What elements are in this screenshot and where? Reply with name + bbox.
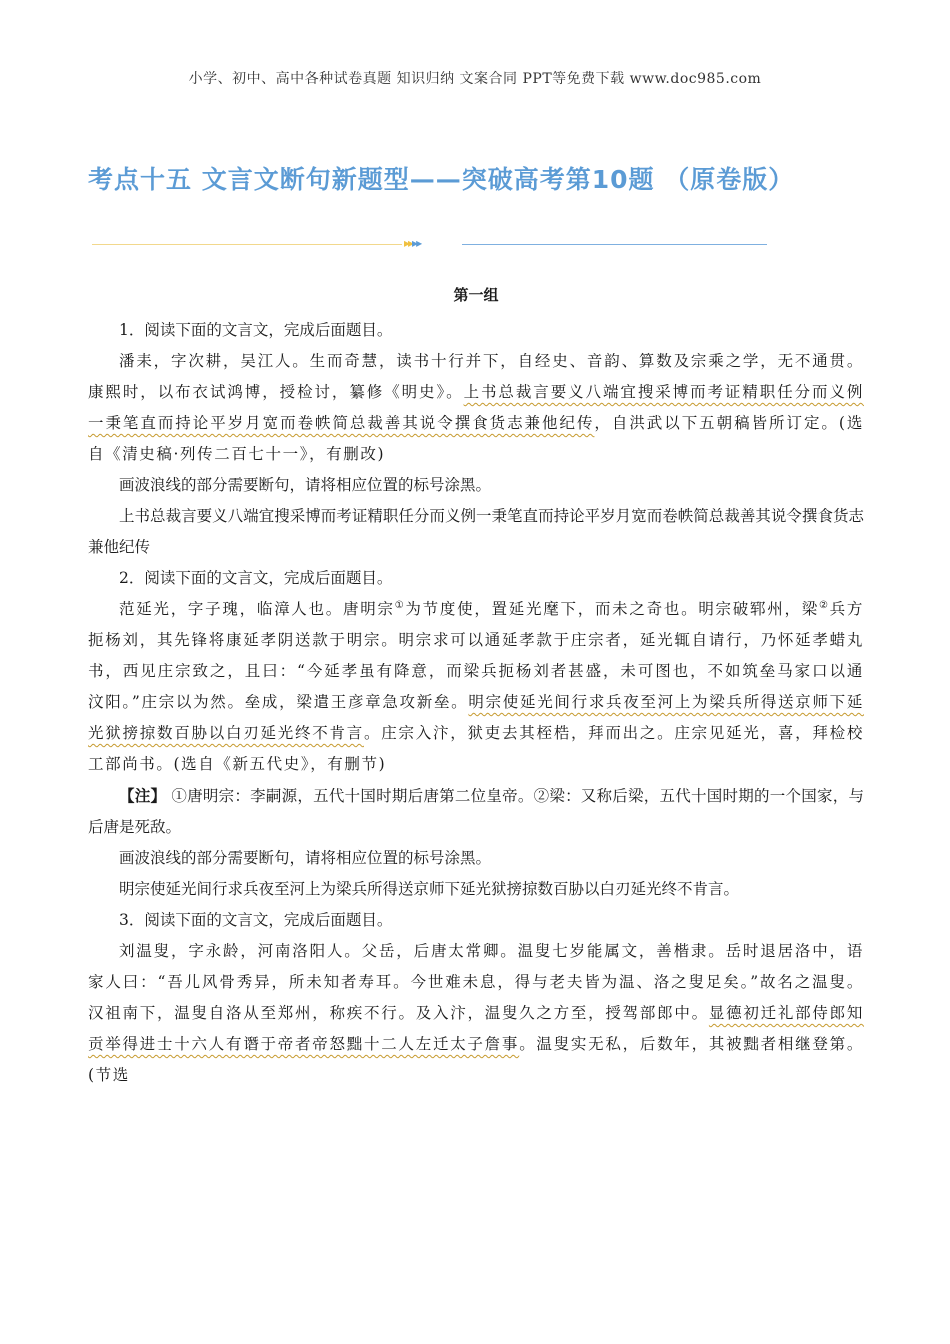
document-body — [88, 284, 864, 1091]
q1-prompt: 1．阅读下面的文言文，完成后面题目。 — [119, 321, 393, 339]
q1-wavy-segment: 上书总裁言要义八端宜搜采博而考证精职任分而义例一秉笔直而持论平岁月宽而卷帙简总裁善其说令撰食货志兼他纪传 — [88, 383, 864, 432]
q3-prompt: 3．阅读下面的文言文，完成后面题目。 — [119, 911, 393, 929]
q2-wavy-segment: 明宗使延光间行求兵夜至河上为梁兵所得送京师下延光狱搒掠数百胁以白刃延光终不肯言 — [88, 693, 864, 742]
q2-prompt: 2．阅读下面的文言文，完成后面题目。 — [119, 569, 393, 587]
q3-passage: 刘温叟，字永龄，河南洛阳人。父岳，后唐太常卿。温叟七岁能属文，善楷隶。岳时退居洛中，语家人曰：“吾儿风骨秀异，所未知者寿耳。今世难未息，得与老夫皆为温、洛之叟足矣。”故名之温叟。汉祖南下，温叟自洛从至郑州，称疾不行。及入汴，温叟久之方至，授驾部郎中。显德初迁礼部侍郎知贡举得进士十六人有谮于帝者帝怒黜十二人左迁太子詹事。温叟实无私，后数年，其被黜者相继登第。(节选 — [88, 942, 865, 1084]
q1-instruction: 画波浪线的部分需要断句，请将相应位置的标号涂黑。 — [119, 476, 492, 494]
q1-answer-text: 上书总裁言要义八端宜搜采博而考证精职任分而义例一秉笔直而持论平岁月宽而卷帙简总裁善其说令撰食货志兼他纪传 — [88, 507, 864, 556]
title-divider — [92, 236, 768, 250]
page-title: 考点十五 文言文断句新题型——突破高考第10题 （原卷版） — [88, 165, 795, 194]
q3-wavy-segment: 显德初迁礼部侍郎知贡举得进士十六人有谮于帝者帝怒黜十二人左迁太子詹事 — [88, 1004, 865, 1053]
q2-answer-text: 明宗使延光间行求兵夜至河上为梁兵所得送京师下延光狱搒掠数百胁以白刃延光终不肯言。 — [119, 880, 740, 898]
q2-note: 【注】 ①唐明宗：李嗣源，五代十国时期后唐第二位皇帝。②梁：又称后梁，五代十国时期的一个国家，与后唐是死敌。 — [88, 786, 864, 836]
q2-instruction: 画波浪线的部分需要断句，请将相应位置的标号涂黑。 — [119, 849, 492, 867]
q1-passage: 潘耒，字次耕，吴江人。生而奇慧，读书十行并下，自经史、音韵、算数及宗乘之学，无不通贯。康熙时，以布衣试鸿博，授检讨，纂修《明史》。上书总裁言要义八端宜搜采博而考证精职任分而义例一秉笔直而持论平岁月宽而卷帙简总裁善其说令撰食货志兼他纪传，自洪武以下五朝稿皆所订定。(选自《清史稿·列传二百七十一》，有删改) — [88, 352, 864, 463]
arrow-icon: ▸▸▸▸ — [404, 236, 421, 250]
q2-passage: 范延光，字子瑰，临漳人也。唐明宗①为节度使，置延光麾下，而未之奇也。明宗破郓州，梁②兵方扼杨刘，其先锋将康延孝阴送款于明宗。明宗求可以通延孝款于庄宗者，延光辄自请行，乃怀延孝蜡丸书，西见庄宗致之，且曰：“今延孝虽有降意，而梁兵扼杨刘者甚盛，未可图也，不如筑垒马家口以通汶阳。”庄宗以为然。垒成，梁遣王彦章急攻新垒。明宗使延光间行求兵夜至河上为梁兵所得送京师下延光狱搒掠数百胁以白刃延光终不肯言。庄宗入汴，狱吏去其桎梏，拜而出之。庄宗见延光，喜，拜检校工部尚书。(选自《新五代史》，有删节) — [88, 599, 864, 773]
page-header: 小学、初中、高中各种试卷真题 知识归纳 文案合同 PPT等免费下载 www.doc985.com — [188, 71, 762, 87]
group-title: 第一组 — [453, 286, 499, 304]
